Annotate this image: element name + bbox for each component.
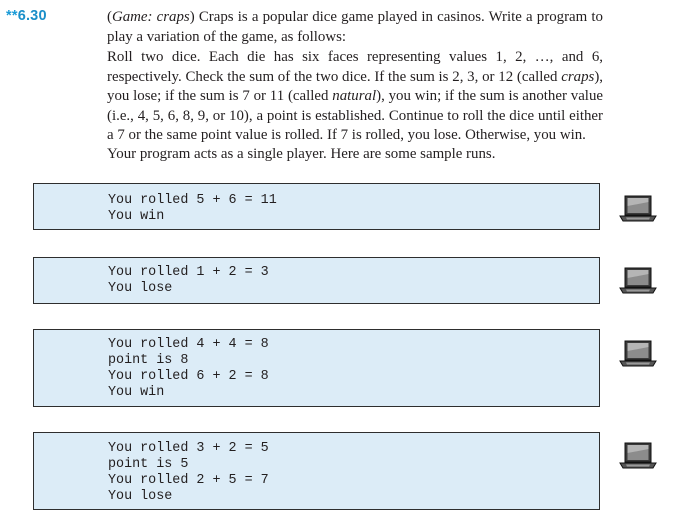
rules-text-2: ), you lose; if the sum is 7 or 11 (called (107, 68, 603, 104)
output-line: You win (108, 209, 165, 224)
sample-run-output (33, 329, 600, 407)
laptop-icon (618, 441, 658, 471)
exercise-number-value: 6.30 (17, 8, 47, 24)
laptop-icon (618, 339, 658, 369)
output-lines (108, 265, 269, 297)
exercise-closing: Your program acts as a single player. Here are some sample runs. (107, 146, 496, 162)
output-line: point is 5 (108, 457, 189, 472)
output-line: You lose (108, 281, 173, 296)
rules-term-natural: natural (332, 88, 377, 104)
laptop-icon (618, 266, 658, 296)
laptop-icon (618, 194, 658, 224)
rules-term-craps: craps (561, 68, 595, 85)
sample-run-output (33, 183, 600, 230)
exercise-intro: (Game: craps) Craps is a popular dice game played in casinos. Write a program to play a variation of the game, as follows: (107, 9, 603, 45)
output-line: You rolled 6 + 2 = 8 (108, 369, 269, 384)
difficulty-stars: ** (6, 8, 18, 24)
exercise-rules (107, 48, 603, 146)
output-line: point is 8 (108, 353, 189, 368)
exercise-topic: Game: craps (111, 9, 190, 25)
output-line: You rolled 2 + 5 = 7 (108, 473, 269, 488)
sample-run-output (33, 432, 600, 510)
output-line: You lose (108, 489, 173, 504)
output-lines (108, 193, 277, 225)
output-line: You rolled 1 + 2 = 3 (108, 265, 269, 280)
rules-text-1: Roll two dice. Each die has six faces representing values 1, 2, …, and 6, respectively. Check the sum of the two dice. If the sum is 2, 3, or 12 (called (107, 49, 603, 85)
output-line: You rolled 4 + 4 = 8 (108, 337, 269, 352)
output-line: You rolled 3 + 2 = 5 (108, 441, 269, 456)
output-lines (108, 337, 269, 401)
exercise-number (6, 8, 47, 24)
exercise-intro-text: Craps is a popular dice game played in casinos. Write a program to play a variation of the game, as follows: (107, 9, 603, 45)
output-lines (108, 441, 269, 505)
rules-text-3: ), you win; if the sum is another value (i.e., 4, 5, 6, 8, 9, or 10), a point is established. Continue to roll the dice until either a 7 or the same point value is rolled. If 7 is rolled, you lose. Otherwise, you win. (107, 88, 604, 143)
output-line: You win (108, 385, 165, 400)
output-line: You rolled 5 + 6 = 11 (108, 193, 277, 208)
sample-run-output (33, 257, 600, 304)
